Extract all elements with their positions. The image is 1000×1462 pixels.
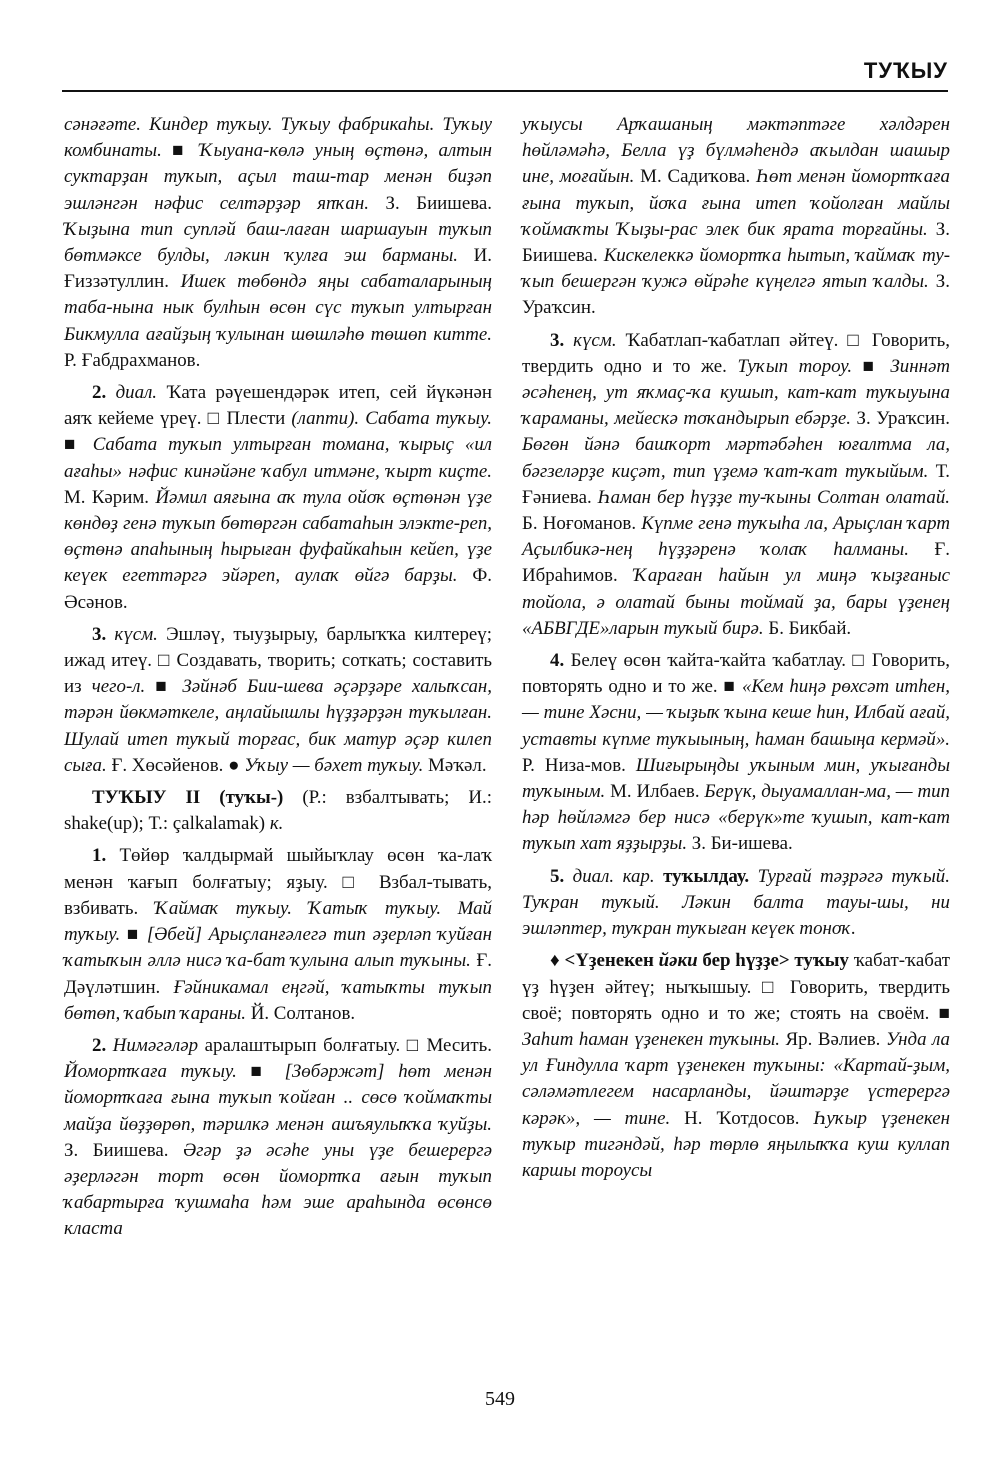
left_column-paragraph: сәнәғәте. Киндер туҡыу. Туҡыу фабрикаһы. Туҡыу комбинаты. ■ Ҡыуана-көлә уның өҫтөнә, алтын суктарҙан туҡып, аҫыл таш-тар менән биҙәп эшләнгән нәфис селтәрҙәр япҡан. З. Биишева. Ҡыҙына тип супләй баш-лаған шаршауын туҡып бөтмәксе булды, ләкин ҡулға эш барманы. И. Ғиззәтуллин. Ишек төбөндә яңы сабаталарының таба-нына нык булһын өсөн сүс туҡып ултырған Бикмулла ағайҙың ҡулынан шөшләһө төшөп китте. Р. Ғабдрахманов. [64, 114, 493, 371]
right_column-paragraph: 5. диал. кар. туҡылдау. Турғай тәҙрәгә туҡый. Туҡран туҡый. Ләкин балта тауы-шы, ни эшләптер, туҡран туҡыған кеүек тоноҡ. [522, 865, 950, 940]
right_column-paragraph: уҡыусы Арҡашаның мәктәптәге хәлдәрен һөйләмәһә, Белла үҙ бүлмәһендә аҡылдан шашыр ине, моғайын. М. Садиҡова. Һөт менән йомортҡаға ғына туҡып, йоҡа ғына итеп ҡойолған майлы ҡоймаҡты Ҡыҙы-рас элек бик ярата торғайны. З. Биишева. Кискелеккә йомортҡа һытып, ҡаймаҡ ту-ҡып бешергән ҡужә өйрәһе күңелгә ятып ҡалды. З. Ураҡсин. [522, 114, 951, 319]
page-number: 549 [485, 1388, 515, 1410]
left-column [64, 112, 492, 1249]
left_column-paragraph: 1. Төйөр ҡалдырмай шыйыҡлау өсөн ҡа-лаҡ менән ҡағып болғатыу; яҙыу. □ Взбал-тывать, взбивать. Ҡаймаҡ туҡыу. Ҡатыҡ туҡыу. Май туҡыу. ■ [Әбей] Арыҫланғәлегә тип әҙерләп ҡуйған ҡатыҡын әллә нисә ҡа-бат ҡулына алып туҡыны. Ғ. Дәүләтшин. Ғәйникамал еңгәй, ҡатыҡты туҡып бөтөп, ҡабып ҡараны. Й. Солтанов. [64, 845, 493, 1024]
header-rule [62, 90, 948, 92]
left_column-paragraph: 3. күсм. Эшләү, тыуҙырыу, барлыҡҡа килтереү; ижад итеү. □ Создавать, творить; соткать; составить из чего-л. ■ Зәйнәб Бии-шева әҫәрҙәре халыҡсан, тәрән йөкмәткеле, аңлайышлы һүҙҙәрҙән туҡылған. Шулай итеп туҡый торғас, бик матур әҫәр килеп сыға. Ғ. Хөсәйенов. ● Уҡыу — бәхет туҡыу. Мәҡәл. [64, 623, 492, 776]
right_column-paragraph: ♦ <Үҙенекен йәки бер һүҙҙе> туҡыу ҡабат-ҡабат үҙ һүҙен әйтеү; ныҡышыу. □ Говорить, твердить своё; повторять одно и то же; стоять на своём. ■ Заһит һаман үҙенекен туҡыны. Яр. Вәлиев. Унда ла ул Ғиндулла ҡарт үҙенекен туҡыны: «Картай-ҙым, сәләмәтлегем насарланды, йәштәрҙе үстерергә кәрәк», — тине. Н. Ҡотдосов. Һуҡыр үҙенекен туҡыр тигәндәй, һәр төрлө яңылыҡҡа куш куллап каршы тороусы [522, 950, 951, 1181]
right-column [522, 112, 950, 1190]
left_column-paragraph: 2. Нимәгәләр аралаштырып болғатыу. □ Месить. Йомортҡаға туҡыу. ■ [Зөбәржәт] һөт менән йомортҡаға ғына туҡып ҡойған .. сөсө ҡоймаҡты майҙа йөҙҙөрөп, тәрилкә менән ашъяулыҡҡа ҡуйҙы. З. Биишева. Әгәр ҙә әсәһе уны үҙе бешерергә әҙерләгән торт өсөн йомортҡа ағын туҡып ҡабартырға ҡушмаһа һәм эше араһында өсөнсө класта [64, 1034, 492, 1240]
left_column-paragraph: 2. диал. Ҡата рәүешендәрәк итеп, сей йүкәнән аяҡ кейеме үреү. □ Плести (лапти). Сабата туҡыу. ■ Сабата туҡып ултырған томана, ҡырыҫ «ил ағаһы» нәфис кинәйәне ҡабул итмәне, ҡырт киҫте. М. Кәрим. Йәмил аяғына аҡ тула ойоҡ өҫтөнән үҙе көндөҙ генә туҡып бөтөргән сабатаһын элэкте-реп, өҫтөнә апаһының һырыған фуфайкаһын кейеп, үҙе кеүек егеттәргә эйәреп, аулаҡ өйгә барҙы. Ф. Әсәнов. [64, 382, 493, 613]
left_column-paragraph: ТУҠЫУ II (туҡы-) (Р.: взбалтывать; И.: shake(up); Т.: çalkalamak) к. [64, 787, 492, 835]
right_column-paragraph: 3. күсм. Ҡабатлап-ҡабатлап әйтеү. □ Говорить, твердить одно и то же. Туҡып тороу. ■ Зиннәт әсәһенең, ут яҡмаҫ-ҡа кушып, кат-кат туҡыуына ҡараманы, мейескә тоҡандырып ебәрҙе. З. Ураҡсин. Бөгөн йәнә башҡорт мәртәбәһен юғалтма ла, бәгзеләрҙе киҫәт, тип үҙемә ҡат-ҡат туҡыйым. Т. Ғәниева. Һаман бер һүҙҙе ту-ҡыны Солтан олатай. Б. Ноғоманов. Күпме генә туҡыһа ла, Арыҫлан ҡарт Аҫылбикә-нең һүҙҙәренә ҡолаҡ һалманы. Ғ. Ибраһимов. Ҡараған һайын ул миңә ҡыҙғаныс тойола, ә олатай быны тоймай ҙа, бары үҙенең «АБВГДЕ»ларын туҡый бирә. Б. Бикбай. [522, 329, 951, 639]
right_column-paragraph: 4. Белеү өсөн ҡайта-ҡайта ҡабатлау. □ Говорить, повторять одно и то же. ■ «Кем һиңә рөхсәт итһен, — тине Хәсни, — ҡыҙыҡ ҡына кеше һин, Илбай ағай, уставты күпме туҡыының, һаман башыңа кермәй». Р. Низа-мов. Шиғырыңды уҡыным мин, уҡығанды туҡыным. М. Илбаев. Берүк, дыуамаллан-ма, — тип һәр һөйләмгә бер нисә «берүк»те ҡушып, кат-кат туҡып хат яҙҙырҙы. З. Би-ишева. [522, 650, 950, 855]
running-head: ТУҠЫУ [863, 58, 948, 83]
